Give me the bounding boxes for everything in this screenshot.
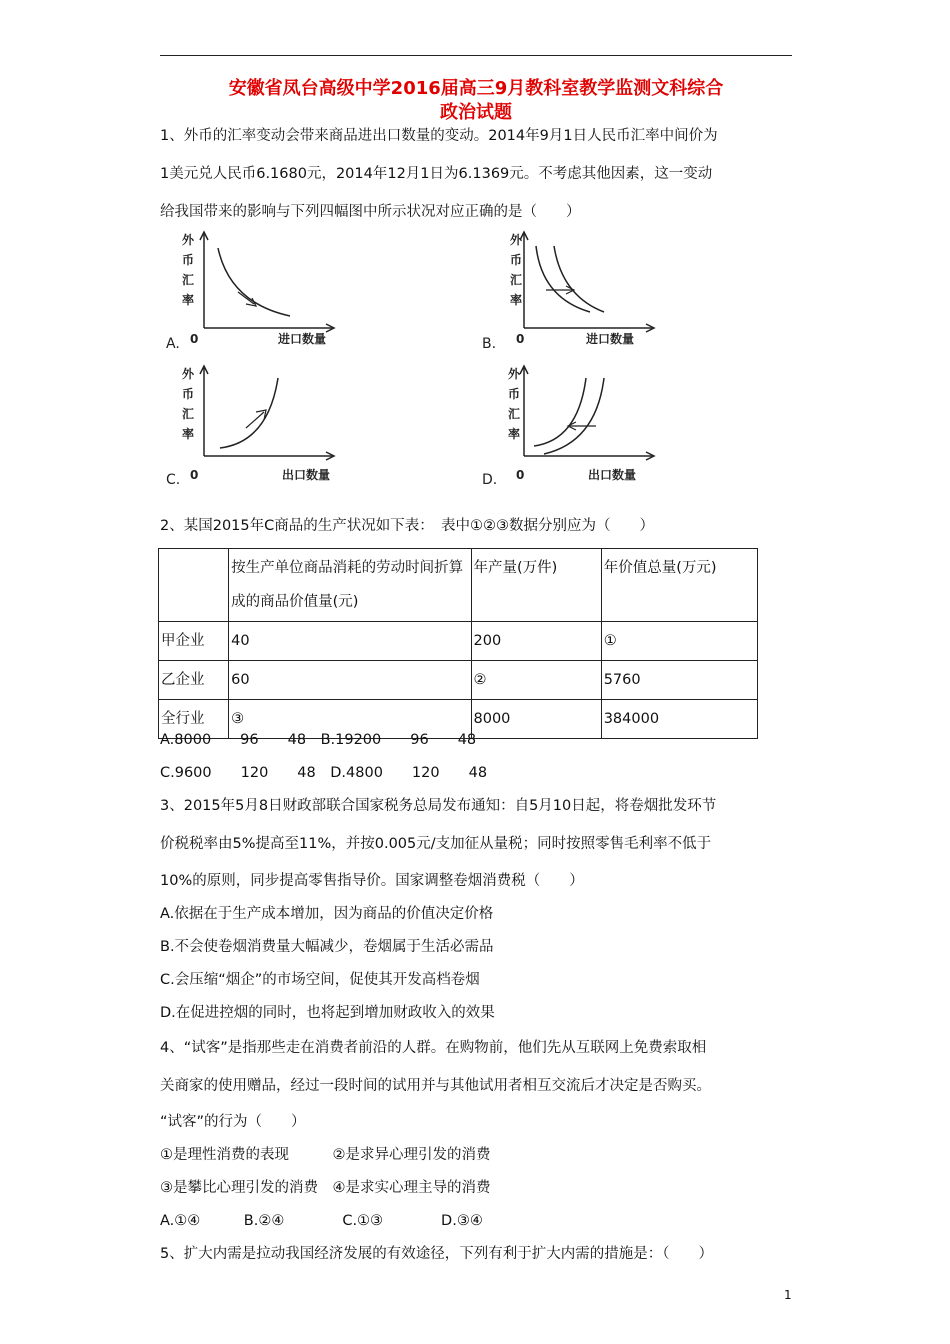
q2-options-ab: A.8000 96 48 B.19200 96 48 bbox=[160, 732, 477, 748]
table-header-row bbox=[159, 549, 758, 622]
q2-options-cd: C.9600 120 48 D.4800 120 48 bbox=[160, 765, 488, 781]
graph-c-yaxis-3: 汇 bbox=[182, 407, 195, 421]
graph-a-origin: 0 bbox=[190, 332, 199, 346]
graph-c-origin: 0 bbox=[190, 468, 199, 482]
header-rule bbox=[160, 55, 792, 56]
graph-d-label: D. bbox=[482, 472, 498, 488]
q4-line-2: 关商家的使用赠品，经过一段时间的试用并与其他试用者相互交流后才决定是否购买。 bbox=[160, 1078, 711, 1094]
graph-b-origin: 0 bbox=[516, 332, 525, 346]
q4-statement-34: ③是攀比心理引发的消费 ④是求实心理主导的消费 bbox=[160, 1180, 491, 1196]
table-header-cell: 年价值总量(万元) bbox=[601, 549, 757, 622]
graph-c-yaxis-4: 率 bbox=[182, 427, 195, 441]
q1-line-1: 1、外币的汇率变动会带来商品进出口数量的变动。2014年9月1日人民币汇率中间价为 bbox=[160, 128, 718, 144]
table-header-cell bbox=[159, 549, 229, 622]
q3-option-b: B.不会使卷烟消费量大幅减少，卷烟属于生活必需品 bbox=[160, 939, 494, 955]
table-cell: 全行业 bbox=[159, 700, 229, 739]
table-cell: 8000 bbox=[471, 700, 601, 739]
page-title-line2: 政治试题 bbox=[440, 102, 512, 123]
q4-statement-12: ①是理性消费的表现 ②是求异心理引发的消费 bbox=[160, 1147, 491, 1163]
graph-d-yaxis-2: 币 bbox=[508, 387, 521, 401]
table-header-cell: 按生产单位商品消耗的劳动时间折算成的商品价值量(元) bbox=[229, 549, 471, 622]
graph-a-yaxis-1: 外 bbox=[182, 233, 195, 247]
graph-d bbox=[480, 362, 680, 490]
q3-line-3: 10%的原则，同步提高零售指导价。国家调整卷烟消费税（ ） bbox=[160, 873, 584, 889]
q3-line-2: 价税税率由5%提高至11%，并按0.005元/支加征从量税；同时按照零售毛利率不低于 bbox=[160, 836, 712, 852]
table-cell: 甲企业 bbox=[159, 622, 229, 661]
q3-option-c: C.会压缩“烟企”的市场空间，促使其开发高档卷烟 bbox=[160, 972, 480, 988]
graph-c-label: C. bbox=[166, 472, 181, 488]
demand-curve-2 bbox=[554, 246, 604, 312]
graph-b-yaxis-1: 外 bbox=[510, 233, 523, 247]
graph-b-yaxis-3: 汇 bbox=[510, 273, 523, 287]
graph-a bbox=[160, 228, 360, 356]
graph-b-label: B. bbox=[482, 336, 497, 352]
graph-a-yaxis-2: 币 bbox=[182, 253, 195, 267]
table-cell: 5760 bbox=[601, 661, 757, 700]
supply-curve bbox=[220, 378, 278, 448]
q1-line-2: 1美元兑人民币6.1680元，2014年12月1日为6.1369元。不考虑其他因素，这一变动 bbox=[160, 166, 713, 182]
table-cell: ② bbox=[471, 661, 601, 700]
q3-option-d: D.在促进控烟的同时，也将起到增加财政收入的效果 bbox=[160, 1005, 495, 1021]
q4-options: A.①④ B.②④ C.①③ D.③④ bbox=[160, 1213, 483, 1229]
page-title-line1: 安徽省凤台高级中学2016届高三9月教科室教学监测文科综合 bbox=[228, 78, 724, 99]
table-cell: ③ bbox=[229, 700, 471, 739]
demand-curve-1 bbox=[536, 246, 590, 312]
graph-d-yaxis-4: 率 bbox=[508, 427, 521, 441]
graph-a-label: A. bbox=[166, 336, 180, 352]
production-table bbox=[158, 548, 758, 739]
q3-option-a: A.依据在于生产成本增加，因为商品的价值决定价格 bbox=[160, 906, 494, 922]
q4-line-1: 4、“试客”是指那些走在消费者前沿的人群。在购物前，他们先从互联网上免费索取相 bbox=[160, 1040, 707, 1056]
graph-b-yaxis-4: 率 bbox=[510, 293, 523, 307]
table-cell: 40 bbox=[229, 622, 471, 661]
graph-c-yaxis-1: 外 bbox=[182, 367, 195, 381]
q5-stem: 5、扩大内需是拉动我国经济发展的有效途径，下列有利于扩大内需的措施是：（ ） bbox=[160, 1246, 713, 1262]
graph-a-yaxis-3: 汇 bbox=[182, 273, 195, 287]
table-header-cell: 年产量(万件) bbox=[471, 549, 601, 622]
q3-line-1: 3、2015年5月8日财政部联合国家税务总局发布通知：自5月10日起，将卷烟批发环节 bbox=[160, 798, 717, 814]
table-cell: ① bbox=[601, 622, 757, 661]
table-cell: 200 bbox=[471, 622, 601, 661]
graph-d-xaxis: 出口数量 bbox=[588, 468, 637, 482]
graph-a-xaxis: 进口数量 bbox=[278, 332, 327, 346]
q2-stem: 2、某国2015年C商品的生产状况如下表： 表中①②③数据分别应为（ ） bbox=[160, 518, 654, 534]
graph-b bbox=[480, 228, 680, 356]
graph-d-yaxis-1: 外 bbox=[508, 367, 521, 381]
graph-c bbox=[160, 362, 360, 490]
graph-b-xaxis: 进口数量 bbox=[586, 332, 635, 346]
graph-c-yaxis-2: 币 bbox=[182, 387, 195, 401]
graph-b-yaxis-2: 币 bbox=[510, 253, 523, 267]
graph-c-xaxis: 出口数量 bbox=[282, 468, 331, 482]
q4-line-3: “试客”的行为（ ） bbox=[160, 1114, 306, 1130]
graph-a-yaxis-4: 率 bbox=[182, 293, 195, 307]
table-cell: 384000 bbox=[601, 700, 757, 739]
table-row bbox=[159, 622, 758, 661]
page-number: 1 bbox=[784, 1288, 792, 1302]
table-cell: 60 bbox=[229, 661, 471, 700]
table-cell: 乙企业 bbox=[159, 661, 229, 700]
q1-line-3: 给我国带来的影响与下列四幅图中所示状况对应正确的是（ ） bbox=[160, 204, 581, 220]
graph-d-yaxis-3: 汇 bbox=[508, 407, 521, 421]
table-row bbox=[159, 661, 758, 700]
supply-curve-2 bbox=[544, 378, 604, 454]
graph-d-origin: 0 bbox=[516, 468, 525, 482]
